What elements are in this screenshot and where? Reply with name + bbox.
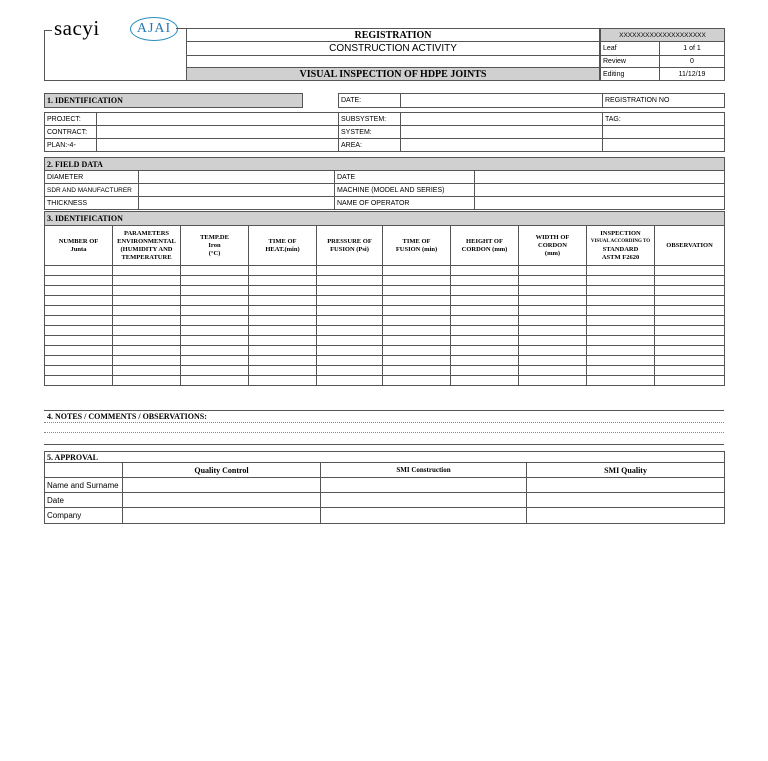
- inspection-cell[interactable]: [655, 266, 725, 276]
- contract-field[interactable]: [97, 126, 339, 139]
- inspection-cell[interactable]: [181, 366, 249, 376]
- inspection-cell[interactable]: [181, 316, 249, 326]
- inspection-cell[interactable]: [383, 266, 451, 276]
- inspection-cell[interactable]: [383, 336, 451, 346]
- inspection-table: [44, 211, 725, 386]
- area-field[interactable]: [401, 139, 603, 152]
- inspection-cell[interactable]: [451, 316, 519, 326]
- inspection-col-header-line: TEMP.DE: [200, 233, 229, 241]
- editing-label: Editing: [601, 68, 660, 81]
- inspection-cell[interactable]: [587, 266, 655, 276]
- project-field[interactable]: [97, 113, 339, 126]
- inspection-cell[interactable]: [45, 286, 113, 296]
- inspection-cell[interactable]: [181, 276, 249, 286]
- inspection-col-header-line: ASTM F2620: [601, 253, 640, 261]
- subsystem-label: SUBSYSTEM:: [339, 113, 401, 126]
- inspection-cell[interactable]: [317, 356, 383, 366]
- inspection-cell[interactable]: [383, 326, 451, 336]
- inspection-cell[interactable]: [383, 306, 451, 316]
- inspection-col-header: [181, 226, 249, 266]
- machine-field[interactable]: [475, 184, 725, 197]
- inspection-col-header-line: Iron: [208, 241, 221, 249]
- plan-field[interactable]: [97, 139, 339, 152]
- inspection-col-header: [587, 226, 655, 266]
- inspection-cell[interactable]: [249, 376, 317, 386]
- subsystem-field[interactable]: [401, 113, 603, 126]
- inspection-cell[interactable]: [655, 366, 725, 376]
- machine-label: MACHINE (MODEL AND SERIES): [335, 184, 475, 197]
- inspection-col-header: [655, 226, 725, 266]
- inspection-col-header: [113, 226, 181, 266]
- inspection-cell[interactable]: [587, 376, 655, 386]
- smi-construction-name-field[interactable]: [321, 478, 527, 493]
- leaf-value: 1 of 1: [660, 42, 725, 56]
- company-label: Company: [45, 508, 123, 524]
- inspection-cell[interactable]: [451, 276, 519, 286]
- inspection-cell[interactable]: [317, 326, 383, 336]
- notes-section: [44, 410, 724, 445]
- inspection-col-header-line: TEMPERATURE: [121, 253, 172, 261]
- inspection-cell[interactable]: [451, 306, 519, 316]
- inspection-cell[interactable]: [587, 306, 655, 316]
- inspection-cell[interactable]: [249, 296, 317, 306]
- inspection-col-header-line: STANDARD: [602, 245, 639, 253]
- project-label: PROJECT:: [45, 113, 97, 126]
- inspection-col-header: [317, 226, 383, 266]
- inspection-cell[interactable]: [113, 376, 181, 386]
- inspection-cell[interactable]: [113, 336, 181, 346]
- system-field[interactable]: [401, 126, 603, 139]
- leaf-label: Leaf: [601, 42, 660, 56]
- inspection-col-header: [383, 226, 451, 266]
- inspection-cell[interactable]: [519, 356, 587, 366]
- identification-table: [44, 112, 725, 152]
- inspection-cell[interactable]: [249, 316, 317, 326]
- inspection-cell[interactable]: [249, 346, 317, 356]
- inspection-cell[interactable]: [519, 286, 587, 296]
- inspection-cell[interactable]: [383, 286, 451, 296]
- field-data-table: [44, 157, 725, 210]
- inspection-cell[interactable]: [317, 296, 383, 306]
- inspection-cell[interactable]: [113, 316, 181, 326]
- sdr-label: SDR AND MANUFACTURER: [45, 184, 139, 197]
- smi-construction-date-field[interactable]: [321, 493, 527, 508]
- inspection-col-header-line: VISUAL ACCORDING TO: [590, 238, 651, 244]
- inspection-cell[interactable]: [587, 286, 655, 296]
- inspection-cell[interactable]: [317, 316, 383, 326]
- diameter-label: DIAMETER: [45, 171, 139, 184]
- qc-date-field[interactable]: [123, 493, 321, 508]
- inspection-cell[interactable]: [519, 366, 587, 376]
- inspection-row: [45, 286, 725, 296]
- area-label: AREA:: [339, 139, 401, 152]
- inspection-col-header-line: NUMBER OF: [58, 237, 99, 245]
- inspection-cell[interactable]: [113, 306, 181, 316]
- sdr-field[interactable]: [139, 184, 335, 197]
- inspection-cell[interactable]: [383, 346, 451, 356]
- inspection-cell[interactable]: [45, 356, 113, 366]
- inspection-cell[interactable]: [181, 286, 249, 296]
- inspection-col-header-line: PARAMETERS: [123, 229, 170, 237]
- inspection-cell[interactable]: [317, 346, 383, 356]
- inspection-cell[interactable]: [655, 356, 725, 366]
- smi-quality-date-field[interactable]: [527, 493, 725, 508]
- inspection-cell[interactable]: [249, 266, 317, 276]
- inspection-cell[interactable]: [519, 376, 587, 386]
- inspection-cell[interactable]: [45, 296, 113, 306]
- inspection-row: [45, 316, 725, 326]
- tag-field[interactable]: [603, 126, 725, 139]
- inspection-cell[interactable]: [45, 276, 113, 286]
- inspection-cell[interactable]: [519, 316, 587, 326]
- operator-field[interactable]: [475, 197, 725, 210]
- inspection-cell[interactable]: [519, 336, 587, 346]
- inspection-cell[interactable]: [587, 356, 655, 366]
- identification-title: 1. IDENTIFICATION: [45, 94, 303, 108]
- thickness-field[interactable]: [139, 197, 335, 210]
- inspection-cell[interactable]: [655, 286, 725, 296]
- doc-code: XXXXXXXXXXXXXXXXXXXX: [601, 29, 725, 42]
- inspection-col-header-line: (HUMIDITY AND: [120, 245, 173, 253]
- inspection-cell[interactable]: [113, 326, 181, 336]
- inspection-cell[interactable]: [587, 366, 655, 376]
- inspection-cell[interactable]: [519, 296, 587, 306]
- inspection-cell[interactable]: [383, 366, 451, 376]
- inspection-cell[interactable]: [451, 296, 519, 306]
- inspection-col-header-line: TIME OF: [402, 237, 431, 245]
- system-label: SYSTEM:: [339, 126, 401, 139]
- inspection-cell[interactable]: [317, 366, 383, 376]
- inspection-cell[interactable]: [519, 266, 587, 276]
- header-title-table: [186, 28, 600, 81]
- inspection-cell[interactable]: [181, 346, 249, 356]
- inspection-row: [45, 326, 725, 336]
- inspection-cell[interactable]: [655, 346, 725, 356]
- name-surname-label: Name and Surname: [45, 478, 123, 493]
- inspection-col-header: [45, 226, 113, 266]
- inspection-cell[interactable]: [451, 346, 519, 356]
- inspection-cell[interactable]: [383, 316, 451, 326]
- inspection-cell[interactable]: [383, 376, 451, 386]
- qc-company-field[interactable]: [123, 508, 321, 524]
- inspection-cell[interactable]: [519, 306, 587, 316]
- inspection-cell[interactable]: [451, 266, 519, 276]
- inspection-cell[interactable]: [249, 336, 317, 346]
- inspection-cell[interactable]: [181, 336, 249, 346]
- inspection-cell[interactable]: [317, 336, 383, 346]
- inspection-col-header-line: WIDTH OF: [535, 233, 570, 241]
- inspection-cell[interactable]: [655, 326, 725, 336]
- inspection-col-header: [519, 226, 587, 266]
- inspection-cell[interactable]: [45, 366, 113, 376]
- field-data-title: 2. FIELD DATA: [45, 158, 725, 171]
- date-label: DATE:: [339, 94, 401, 108]
- inspection-cell[interactable]: [113, 366, 181, 376]
- inspection-cell[interactable]: [113, 346, 181, 356]
- inspection-cell[interactable]: [519, 326, 587, 336]
- inspection-cell[interactable]: [181, 376, 249, 386]
- inspection-cell[interactable]: [113, 266, 181, 276]
- inspection-cell[interactable]: [249, 326, 317, 336]
- editing-value: 11/12/19: [660, 68, 725, 81]
- inspection-col-header-line: TIME OF: [268, 237, 297, 245]
- review-value: 0: [660, 56, 725, 68]
- inspection-row: [45, 276, 725, 286]
- inspection-cell[interactable]: [113, 286, 181, 296]
- inspection-cell[interactable]: [655, 276, 725, 286]
- logo: [44, 16, 186, 80]
- inspection-row: [45, 266, 725, 276]
- thickness-label: THICKNESS: [45, 197, 139, 210]
- inspection-col-header-line: OBSERVATION: [666, 241, 713, 249]
- inspection-row: [45, 356, 725, 366]
- inspection-cell[interactable]: [655, 306, 725, 316]
- inspection-cell[interactable]: [249, 366, 317, 376]
- quality-control-header: Quality Control: [123, 463, 321, 478]
- logo-brand: sacyi: [54, 16, 100, 40]
- inspection-cell[interactable]: [45, 306, 113, 316]
- inspection-cell[interactable]: [249, 286, 317, 296]
- inspection-row: [45, 306, 725, 316]
- activity-label: CONSTRUCTION ACTIVITY: [187, 42, 600, 56]
- field-date-field[interactable]: [475, 171, 725, 184]
- inspection-row: [45, 376, 725, 386]
- inspection-cell[interactable]: [655, 376, 725, 386]
- inspection-col-header-line: HEIGHT OF: [466, 237, 503, 245]
- inspection-cell[interactable]: [317, 276, 383, 286]
- inspection-row: [45, 346, 725, 356]
- inspection-col-header-line: FUSION (min): [395, 245, 438, 253]
- inspection-col-header-line: ENVIRONMENTAL: [117, 237, 176, 245]
- inspection-row: [45, 296, 725, 306]
- inspection-cell[interactable]: [451, 376, 519, 386]
- approval-table: [44, 451, 725, 524]
- inspection-cell[interactable]: [383, 296, 451, 306]
- approval-date-label: Date: [45, 493, 123, 508]
- tag-field-2[interactable]: [603, 139, 725, 152]
- logo-oval: AJAI: [130, 17, 178, 41]
- smi-quality-company-field[interactable]: [527, 508, 725, 524]
- inspection-cell[interactable]: [655, 316, 725, 326]
- inspection-title: 3. IDENTIFICATION: [45, 212, 725, 226]
- inspection-cell[interactable]: [113, 276, 181, 286]
- qc-name-field[interactable]: [123, 478, 321, 493]
- inspection-cell[interactable]: [317, 306, 383, 316]
- smi-construction-company-field[interactable]: [321, 508, 527, 524]
- inspection-cell[interactable]: [519, 276, 587, 286]
- inspection-cell[interactable]: [45, 266, 113, 276]
- inspection-cell[interactable]: [317, 286, 383, 296]
- inspection-col-header-line: Junta: [70, 245, 87, 253]
- inspection-cell[interactable]: [587, 296, 655, 306]
- inspection-cell[interactable]: [655, 296, 725, 306]
- inspection-cell[interactable]: [587, 346, 655, 356]
- inspection-cell[interactable]: [383, 356, 451, 366]
- approval-title: 5. APPROVAL: [45, 452, 725, 463]
- inspection-cell[interactable]: [249, 356, 317, 366]
- review-label: Review: [601, 56, 660, 68]
- inspection-cell[interactable]: [451, 326, 519, 336]
- inspection-cell[interactable]: [317, 266, 383, 276]
- inspection-cell[interactable]: [45, 326, 113, 336]
- inspection-cell[interactable]: [451, 356, 519, 366]
- inspection-cell[interactable]: [181, 296, 249, 306]
- inspection-col-header-line: CORDON (mm): [461, 245, 508, 253]
- inspection-cell[interactable]: [587, 326, 655, 336]
- form-subtitle: VISUAL INSPECTION OF HDPE JOINTS: [187, 68, 600, 81]
- inspection-cell[interactable]: [317, 376, 383, 386]
- inspection-cell[interactable]: [45, 336, 113, 346]
- notes-field[interactable]: [44, 423, 724, 443]
- inspection-cell[interactable]: [383, 276, 451, 286]
- diameter-field[interactable]: [139, 171, 335, 184]
- inspection-cell[interactable]: [181, 306, 249, 316]
- inspection-cell[interactable]: [249, 306, 317, 316]
- inspection-col-header-line: INSPECTION: [600, 229, 641, 237]
- contract-label: CONTRACT:: [45, 126, 97, 139]
- inspection-cell[interactable]: [181, 326, 249, 336]
- inspection-cell[interactable]: [113, 296, 181, 306]
- registration-no-label: REGISTRATION NO: [603, 94, 725, 108]
- inspection-col-header-line: (mm): [544, 249, 561, 257]
- inspection-cell[interactable]: [113, 356, 181, 366]
- operator-label: NAME OF OPERATOR: [335, 197, 475, 210]
- inspection-col-header-line: HEAT.(min): [265, 245, 300, 253]
- inspection-cell[interactable]: [451, 286, 519, 296]
- field-date-label: DATE: [335, 171, 475, 184]
- inspection-cell[interactable]: [45, 376, 113, 386]
- inspection-row: [45, 366, 725, 376]
- inspection-col-header: [249, 226, 317, 266]
- date-field[interactable]: [401, 94, 603, 108]
- inspection-col-header-line: (°C): [208, 249, 221, 257]
- inspection-row: [45, 336, 725, 346]
- tag-label: TAG:: [603, 113, 725, 126]
- inspection-cell[interactable]: [45, 346, 113, 356]
- inspection-cell[interactable]: [181, 356, 249, 366]
- smi-construction-header: SMI Construction: [321, 463, 527, 478]
- smi-quality-name-field[interactable]: [527, 478, 725, 493]
- inspection-col-header: [451, 226, 519, 266]
- inspection-cell[interactable]: [249, 276, 317, 286]
- inspection-cell[interactable]: [655, 336, 725, 346]
- inspection-col-header-line: CORDON: [538, 241, 567, 249]
- inspection-cell[interactable]: [451, 366, 519, 376]
- inspection-cell[interactable]: [451, 336, 519, 346]
- inspection-cell[interactable]: [587, 336, 655, 346]
- identification-header: [44, 93, 725, 108]
- notes-title: 4. NOTES / COMMENTS / OBSERVATIONS:: [47, 412, 207, 421]
- inspection-col-header-line: PRESSURE OF: [327, 237, 372, 245]
- inspection-cell[interactable]: [519, 346, 587, 356]
- inspection-cell[interactable]: [587, 316, 655, 326]
- inspection-cell[interactable]: [45, 316, 113, 326]
- inspection-cell[interactable]: [587, 276, 655, 286]
- smi-quality-header: SMI Quality: [527, 463, 725, 478]
- inspection-cell[interactable]: [181, 266, 249, 276]
- header-meta-table: [600, 28, 725, 81]
- form-title: REGISTRATION: [187, 29, 600, 42]
- plan-label: PLAN:-4-: [45, 139, 97, 152]
- inspection-col-header-line: FUSION (Psi): [330, 245, 369, 253]
